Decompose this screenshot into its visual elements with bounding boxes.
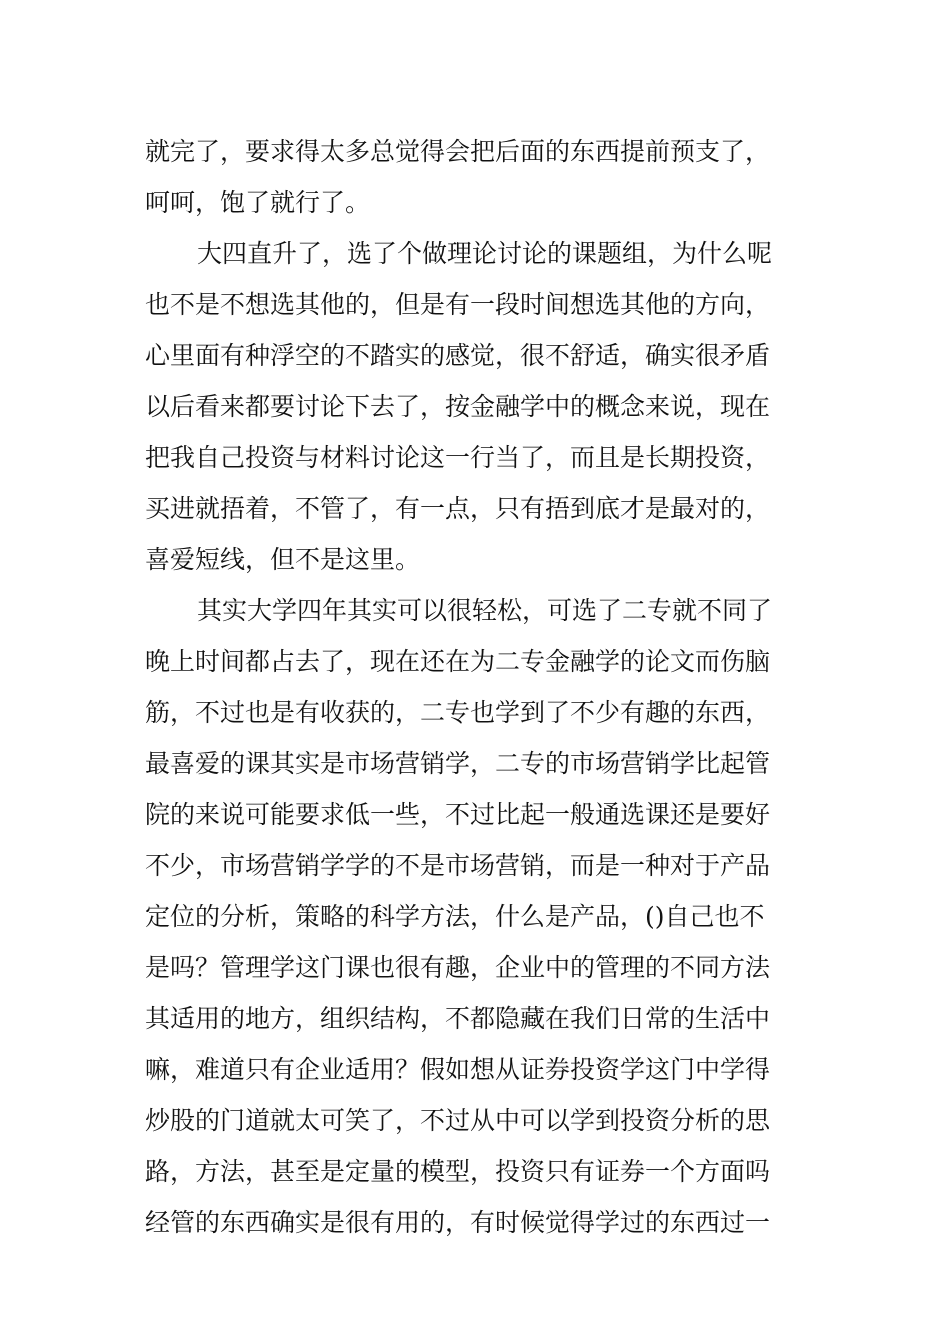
- text-line: 以后看来都要讨论下去了，按金融学中的概念来说，现在: [145, 392, 771, 421]
- text-line: 路，方法，甚至是定量的模型，投资只有证券一个方面吗: [145, 1157, 771, 1186]
- text-line: 买进就捂着，不管了，有一点，只有捂到底才是最对的，: [145, 494, 771, 523]
- text-line: 嘛，难道只有企业适用？假如想从证券投资学这门中学得: [145, 1055, 771, 1084]
- text-line: 其适用的地方，组织结构，不都隐藏在我们日常的生活中: [145, 1004, 771, 1033]
- text-line: 不少，市场营销学学的不是市场营销，而是一种对于产品: [145, 851, 771, 880]
- text-line: 呵呵，饱了就行了。: [145, 188, 371, 217]
- text-line: 喜爱短线，但不是这里。: [145, 545, 421, 574]
- text-line: 就完了，要求得太多总觉得会把后面的东西提前预支了，: [145, 137, 771, 166]
- body-text: [145, 126, 815, 1248]
- text-line: 晚上时间都占去了，现在还在为二专金融学的论文而伤脑: [145, 647, 771, 676]
- text-line: 是吗？管理学这门课也很有趣，企业中的管理的不同方法: [145, 953, 771, 982]
- text-line: 经管的东西确实是很有用的，有时候觉得学过的东西过一: [145, 1208, 771, 1237]
- text-line: 定位的分析，策略的科学方法，什么是产品，()自己也不: [145, 902, 765, 931]
- text-line: 大四直升了，选了个做理论讨论的课题组，为什么呢: [197, 239, 773, 268]
- text-line: 其实大学四年其实可以很轻松，可选了二专就不同了: [197, 596, 773, 625]
- text-line: 也不是不想选其他的，但是有一段时间想选其他的方向，: [145, 290, 771, 319]
- text-line: 筋，不过也是有收获的，二专也学到了不少有趣的东西，: [145, 698, 771, 727]
- text-line: 心里面有种浮空的不踏实的感觉，很不舒适，确实很矛盾: [145, 341, 771, 370]
- text-line: 炒股的门道就太可笑了，不过从中可以学到投资分析的思: [145, 1106, 771, 1135]
- text-line: 把我自己投资与材料讨论这一行当了，而且是长期投资，: [145, 443, 771, 472]
- text-line: 最喜爱的课其实是市场营销学，二专的市场营销学比起管: [145, 749, 771, 778]
- text-line: 院的来说可能要求低一些，不过比起一般通选课还是要好: [145, 800, 771, 829]
